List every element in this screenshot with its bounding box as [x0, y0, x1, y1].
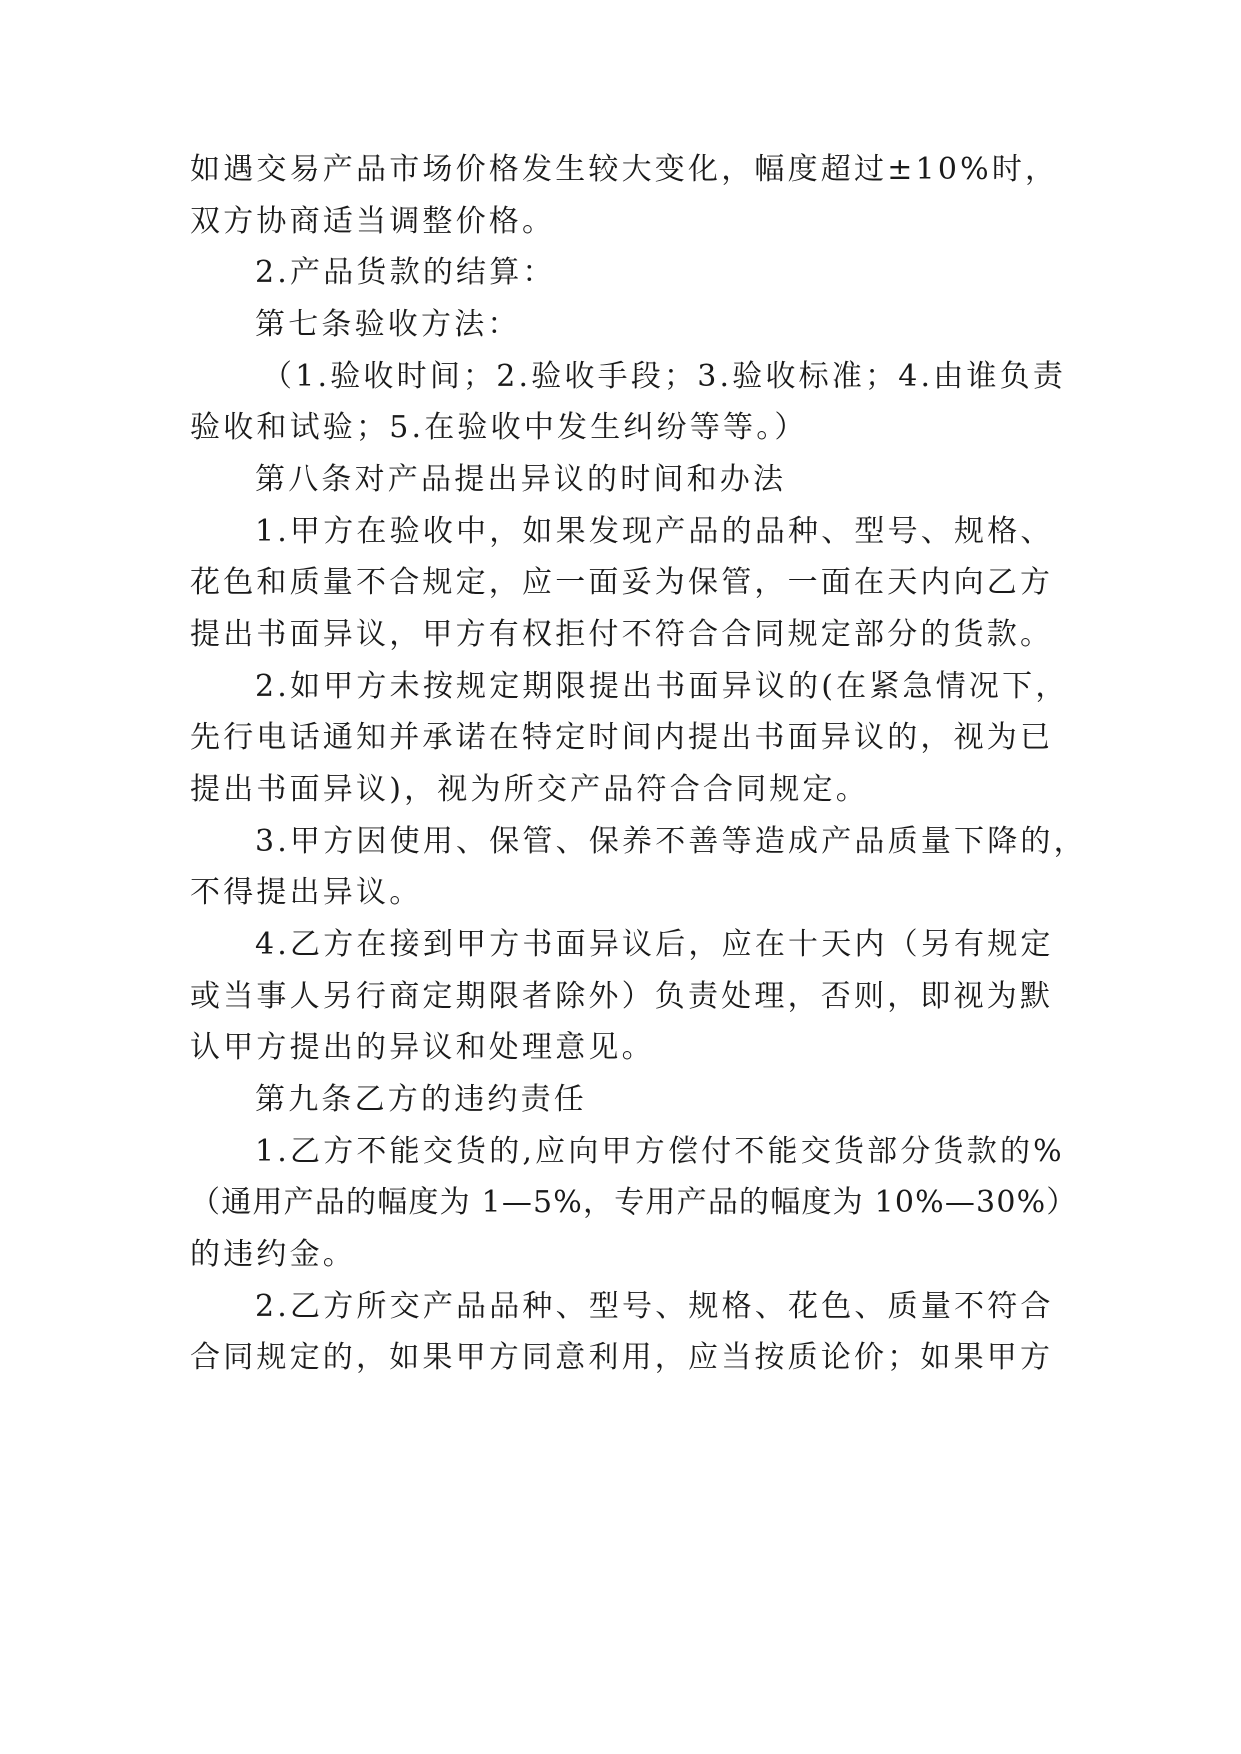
text-line: 第七条验收方法：: [255, 307, 521, 342]
text-line: 提出书面异议，甲方有权拒付不符合合同规定部分的货款。: [190, 617, 1054, 652]
text-line: 双方协商适当调整价格。: [190, 204, 556, 239]
text-line: 如遇交易产品市场价格发生较大变化，幅度超过±10%时，: [190, 152, 1059, 187]
text-line: 第八条对产品提出异议的时间和办法: [255, 462, 787, 497]
text-line: 3.甲方因使用、保管、保养不善等造成产品质量下降的，: [255, 824, 1087, 859]
text-line: 2.乙方所交产品品种、型号、规格、花色、质量不符合: [255, 1289, 1054, 1324]
text-line: 花色和质量不合规定，应一面妥为保管，一面在天内向乙方: [190, 565, 1054, 600]
text-line: 不得提出异议。: [190, 875, 423, 910]
text-line: 1.乙方不能交货的,应向甲方偿付不能交货部分货款的%: [255, 1134, 1065, 1169]
text-line: 2.如甲方未按规定期限提出书面异议的(在紧急情况下，: [255, 669, 1069, 704]
text-line: 提出书面异议)，视为所交产品符合合同规定。: [190, 772, 869, 807]
text-line: 2.产品货款的结算：: [255, 255, 556, 290]
text-line: 认甲方提出的异议和处理意见。: [190, 1030, 655, 1065]
text-line: （通用产品的幅度为 1—5%，专用产品的幅度为 10%—30%）: [190, 1185, 1078, 1220]
text-line: 1.甲方在验收中，如果发现产品的品种、型号、规格、: [255, 514, 1054, 549]
text-line: 验收和试验；5.在验收中发生纠纷等等。）: [190, 410, 808, 445]
text-line: 或当事人另行商定期限者除外）负责处理，否则，即视为默: [190, 979, 1054, 1014]
text-line: 4.乙方在接到甲方书面异议后，应在十天内（另有规定: [255, 927, 1054, 962]
text-line: 第九条乙方的违约责任: [255, 1082, 587, 1117]
text-line: （1.验收时间；2.验收手段；3.验收标准；4.由谁负责: [262, 359, 1067, 394]
text-line: 的违约金。: [190, 1237, 356, 1272]
text-line: 合同规定的，如果甲方同意利用，应当按质论价；如果甲方: [190, 1340, 1054, 1375]
text-line: 先行电话通知并承诺在特定时间内提出书面异议的，视为已: [190, 720, 1054, 755]
